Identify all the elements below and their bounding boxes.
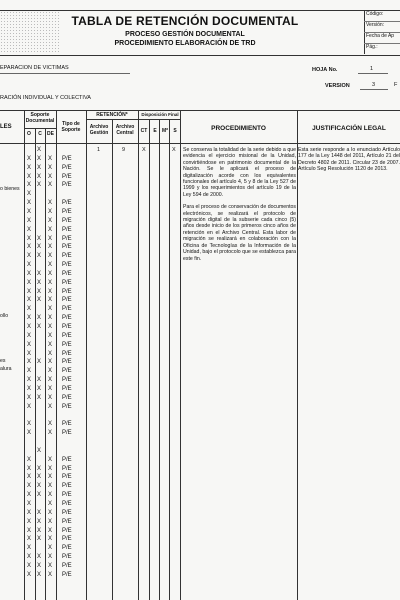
support-electronic-mark: X xyxy=(48,226,53,233)
support-electronic-mark: X xyxy=(48,518,53,525)
col-divider xyxy=(45,128,46,600)
section-name: RACIÓN INDIVIDUAL Y COLECTIVA xyxy=(0,95,91,101)
support-electronic-mark: X xyxy=(48,324,53,330)
support-electronic-mark: X xyxy=(48,368,53,375)
support-original-mark: X xyxy=(27,474,32,481)
disp-col-s: S xyxy=(173,128,177,134)
support-electronic-mark: X xyxy=(48,483,53,490)
support-copy-mark: X xyxy=(37,377,42,384)
procedure-paragraph: Se conserva la totalidad de la serie debido a que evidencia el ejercicio misional de la Unidad, convirtiéndose en patrimonio documental de la Nación. Se le aplicará el proceso de digitalización acorde con los equivalentes funcionales del artículo 4, 5 y 8 de la Ley 527 de 1999 y los requerimientos del artículo 19 de la Ley 594 de 2000. xyxy=(183,147,296,198)
support-type: P/E xyxy=(62,518,72,525)
support-copy-mark: X xyxy=(37,182,42,189)
support-copy-mark: X xyxy=(37,315,42,322)
support-original-mark: X xyxy=(27,403,32,410)
procedure-paragraph: Para el proceso de conservación de documentos electrónicos, se realizará el protocolo de migración digital de la subserie cada cinco (5) años desde inicio de los primeros cinco años de retención en el Archivo Central. Esta labor de migración se realizará en colaboración con la Oficina de Tecnologías de la Información de la Unidad, bajo el protocolo que se establezca para este fin. xyxy=(183,204,296,262)
support-copy-mark: X xyxy=(37,465,42,472)
col-divider xyxy=(180,110,181,600)
support-original-mark: X xyxy=(27,208,32,215)
support-divider xyxy=(24,128,56,129)
support-original-mark: X xyxy=(27,341,32,348)
support-type: P/E xyxy=(62,253,72,260)
support-copy-mark: X xyxy=(37,562,42,569)
support-electronic-mark: X xyxy=(48,465,53,472)
support-type: P/E xyxy=(62,403,72,410)
series-header: LES xyxy=(0,124,12,130)
series-fragment: ollo xyxy=(0,313,9,319)
support-copy-mark: X xyxy=(37,474,42,481)
support-electronic-mark: X xyxy=(48,244,53,251)
support-original-mark: X xyxy=(27,253,32,260)
col-divider xyxy=(149,119,150,600)
support-electronic-mark: X xyxy=(48,527,53,534)
support-electronic-mark: X xyxy=(48,562,53,569)
support-electronic-mark: X xyxy=(48,306,53,313)
support-type: P/E xyxy=(62,182,72,189)
support-original-mark: X xyxy=(27,377,32,384)
support-type: P/E xyxy=(62,483,72,490)
code-label: Código: xyxy=(366,11,384,17)
support-original-mark: X xyxy=(27,324,32,330)
support-electronic-mark: X xyxy=(48,332,53,339)
support-original-mark: X xyxy=(27,465,32,472)
support-type: P/E xyxy=(62,270,72,277)
support-copy-mark: X xyxy=(37,164,42,171)
support-type: P/E xyxy=(62,501,72,507)
support-type: P/E xyxy=(62,306,72,313)
table-header-bottom xyxy=(0,143,400,144)
support-electronic-mark: X xyxy=(48,350,53,357)
support-original-mark: X xyxy=(27,421,32,428)
support-copy-mark: X xyxy=(37,527,42,534)
support-electronic-mark: X xyxy=(48,253,53,260)
disp-col-e: E xyxy=(153,128,157,134)
series-fragment: alura xyxy=(0,366,12,372)
support-copy-mark: X xyxy=(37,324,42,330)
support-original-mark: X xyxy=(27,182,32,189)
support-electronic-mark: X xyxy=(48,208,53,215)
support-original-mark: X xyxy=(27,536,32,543)
support-copy-mark: X xyxy=(37,554,42,561)
support-electronic-mark: X xyxy=(48,200,53,207)
support-copy-mark: X xyxy=(37,173,42,180)
support-electronic-mark: X xyxy=(48,341,53,348)
support-type: P/E xyxy=(62,217,72,224)
support-original-mark: X xyxy=(27,527,32,534)
support-type: P/E xyxy=(62,315,72,322)
support-col-de: DE xyxy=(47,131,54,137)
support-type: P/E xyxy=(62,173,72,180)
support-type: P/E xyxy=(62,155,72,162)
page-title: TABLA DE RETENCIÓN DOCUMENTAL xyxy=(71,14,299,28)
support-original-mark: X xyxy=(27,368,32,375)
support-type: P/E xyxy=(62,571,72,578)
support-original-mark: X xyxy=(27,483,32,490)
office-underline xyxy=(0,73,130,74)
support-type: P/E xyxy=(62,527,72,534)
disposition-ct-value: X xyxy=(142,147,146,153)
support-copy-mark: X xyxy=(37,147,42,153)
support-original-mark: X xyxy=(27,244,32,251)
support-type: P/E xyxy=(62,430,72,437)
support-type: P/E xyxy=(62,164,72,171)
disp-col-mt: M* xyxy=(161,128,169,134)
support-type: P/E xyxy=(62,332,72,339)
support-type: P/E xyxy=(62,244,72,251)
support-original-mark: X xyxy=(27,226,32,233)
support-electronic-mark: X xyxy=(48,262,53,269)
support-type: P/E xyxy=(62,536,72,543)
support-type: P/E xyxy=(62,324,72,330)
support-original-mark: X xyxy=(27,545,32,552)
office-name: EPARACION DE VICTIMAS xyxy=(0,65,69,71)
version-value: 3 xyxy=(372,82,376,88)
support-original-mark: X xyxy=(27,359,32,366)
support-original-mark: X xyxy=(27,562,32,569)
support-original-mark: X xyxy=(27,430,32,437)
support-type: P/E xyxy=(62,385,72,392)
support-electronic-mark: X xyxy=(48,536,53,543)
col-divider xyxy=(297,110,298,600)
support-electronic-mark: X xyxy=(48,501,53,507)
support-copy-mark: X xyxy=(37,394,42,401)
sheet-value: 1 xyxy=(370,66,374,72)
support-copy-mark: X xyxy=(37,492,42,499)
support-copy-mark: X xyxy=(37,155,42,162)
support-type: P/E xyxy=(62,474,72,481)
support-electronic-mark: X xyxy=(48,545,53,552)
support-original-mark: X xyxy=(27,270,32,277)
support-copy-mark: X xyxy=(37,447,42,454)
col-divider xyxy=(159,119,160,600)
support-original-mark: X xyxy=(27,394,32,401)
support-electronic-mark: X xyxy=(48,182,53,189)
retention-header: RETENCIÓN* xyxy=(96,112,128,118)
support-type: P/E xyxy=(62,288,72,295)
support-electronic-mark: X xyxy=(48,403,53,410)
support-electronic-mark: X xyxy=(48,474,53,481)
support-original-mark: X xyxy=(27,173,32,180)
support-copy-mark: X xyxy=(37,536,42,543)
version-label: VERSION xyxy=(325,83,350,89)
procedure-name: PROCEDIMIENTO ELABORACIÓN DE TRD xyxy=(114,40,256,47)
retention-divider xyxy=(86,119,180,120)
support-type: P/E xyxy=(62,262,72,269)
sheet-underline xyxy=(358,73,388,74)
tipo-header: Tipo de Soporte xyxy=(61,121,81,133)
support-type: P/E xyxy=(62,554,72,561)
support-type: P/E xyxy=(62,368,72,375)
support-col-o: O xyxy=(27,131,31,137)
support-type: P/E xyxy=(62,562,72,569)
support-original-mark: X xyxy=(27,279,32,286)
col-divider xyxy=(169,119,170,600)
support-copy-mark: X xyxy=(37,253,42,260)
support-original-mark: X xyxy=(27,554,32,561)
retention-central-value: 9 xyxy=(122,147,126,153)
support-original-mark: X xyxy=(27,518,32,525)
support-type: P/E xyxy=(62,279,72,286)
justificacion-header: JUSTIFICACIÓN LEGAL xyxy=(312,125,386,132)
support-electronic-mark: X xyxy=(48,288,53,295)
support-type: P/E xyxy=(62,359,72,366)
archivo-central-header: Archivo Central xyxy=(115,124,135,136)
version-underline xyxy=(360,89,388,90)
support-original-mark: X xyxy=(27,164,32,171)
support-type: P/E xyxy=(62,341,72,348)
table-top-border xyxy=(0,110,400,111)
support-electronic-mark: X xyxy=(48,315,53,322)
support-electronic-mark: X xyxy=(48,492,53,499)
version-label-box: Versión: xyxy=(366,22,385,28)
support-copy-mark: X xyxy=(37,359,42,366)
col-divider xyxy=(56,110,57,600)
series-fragment: o bienes xyxy=(0,186,20,192)
support-electronic-mark: X xyxy=(48,164,53,171)
support-electronic-mark: X xyxy=(48,456,53,463)
support-header: Soporte xyxy=(30,112,50,118)
support-col-c: C xyxy=(38,131,42,137)
disposition-s-value: X xyxy=(172,147,176,153)
support-original-mark: X xyxy=(27,297,32,304)
support-original-mark: X xyxy=(27,509,32,516)
retention-gestion-value: 1 xyxy=(97,147,101,153)
date-label: Fecha de Ap xyxy=(366,33,395,39)
support-original-mark: X xyxy=(27,315,32,322)
support-electronic-mark: X xyxy=(48,377,53,384)
support-original-mark: X xyxy=(27,350,32,357)
col-divider xyxy=(35,128,36,600)
archivo-gestion-header: Archivo Gestión xyxy=(89,124,109,136)
col-divider xyxy=(112,119,113,600)
support-electronic-mark: X xyxy=(48,509,53,516)
support-copy-mark: X xyxy=(37,235,42,242)
support-original-mark: X xyxy=(27,235,32,242)
support-type: P/E xyxy=(62,492,72,499)
support-copy-mark: X xyxy=(37,279,42,286)
procedure-text xyxy=(183,147,296,268)
support-copy-mark: X xyxy=(37,288,42,295)
support-electronic-mark: X xyxy=(48,571,53,578)
support-original-mark: X xyxy=(27,191,32,198)
disp-col-ct: CT xyxy=(140,128,148,134)
disposicion-header: Disposición Final xyxy=(141,112,179,117)
support-original-mark: X xyxy=(27,262,32,269)
support-electronic-mark: X xyxy=(48,554,53,561)
support-original-mark: X xyxy=(27,456,32,463)
support-copy-mark: X xyxy=(37,509,42,516)
support-type: P/E xyxy=(62,350,72,357)
support-electronic-mark: X xyxy=(48,155,53,162)
support-electronic-mark: X xyxy=(48,235,53,242)
sheet-label: HOJA No. xyxy=(312,67,338,73)
support-electronic-mark: X xyxy=(48,173,53,180)
support-electronic-mark: X xyxy=(48,394,53,401)
support-copy-mark: X xyxy=(37,571,42,578)
support-type: P/E xyxy=(62,208,72,215)
series-fragment: es xyxy=(0,358,6,364)
support-original-mark: X xyxy=(27,155,32,162)
support-electronic-mark: X xyxy=(48,279,53,286)
support-type: P/E xyxy=(62,394,72,401)
process-name: PROCESO GESTIÓN DOCUMENTAL xyxy=(125,31,245,38)
support-original-mark: X xyxy=(27,217,32,224)
support-original-mark: X xyxy=(27,385,32,392)
support-electronic-mark: X xyxy=(48,217,53,224)
support-copy-mark: X xyxy=(37,518,42,525)
support-electronic-mark: X xyxy=(48,385,53,392)
col-divider xyxy=(86,110,87,600)
support-electronic-mark: X xyxy=(48,430,53,437)
support-type: P/E xyxy=(62,226,72,233)
support-type: P/E xyxy=(62,377,72,384)
support-original-mark: X xyxy=(27,571,32,578)
page-label: Pág.: xyxy=(366,44,378,50)
col-divider xyxy=(138,110,139,600)
support-original-mark: X xyxy=(27,306,32,313)
support-original-mark: X xyxy=(27,332,32,339)
support-type: P/E xyxy=(62,421,72,428)
legal-justification: Esta serie responde a lo enunciado Artículo 177 de la Ley 1448 del 2011, Artículo 21 del Decreto 4802 de 2011. Circular 23 de 2007. Artículo Seg Resolución 1120 de 2013. xyxy=(298,147,400,173)
support-type: P/E xyxy=(62,235,72,242)
support-copy-mark: X xyxy=(37,244,42,251)
support-original-mark: X xyxy=(27,501,32,507)
support-type: P/E xyxy=(62,200,72,207)
support-electronic-mark: X xyxy=(48,421,53,428)
version-suffix: F xyxy=(394,82,398,88)
support-electronic-mark: X xyxy=(48,270,53,277)
support-copy-mark: X xyxy=(37,385,42,392)
logo-area xyxy=(0,11,60,53)
support-electronic-mark: X xyxy=(48,297,53,304)
support-copy-mark: X xyxy=(37,297,42,304)
support-copy-mark: X xyxy=(37,270,42,277)
support-copy-mark: X xyxy=(37,483,42,490)
procedimiento-header: PROCEDIMIENTO xyxy=(211,125,266,132)
support-original-mark: X xyxy=(27,200,32,207)
support-type: P/E xyxy=(62,456,72,463)
support-type: P/E xyxy=(62,545,72,552)
support-type: P/E xyxy=(62,509,72,516)
support-subheader: Documental xyxy=(25,118,55,124)
support-original-mark: X xyxy=(27,492,32,499)
support-type: P/E xyxy=(62,465,72,472)
support-type: P/E xyxy=(62,297,72,304)
col-divider xyxy=(24,110,25,600)
support-original-mark: X xyxy=(27,288,32,295)
support-electronic-mark: X xyxy=(48,359,53,366)
